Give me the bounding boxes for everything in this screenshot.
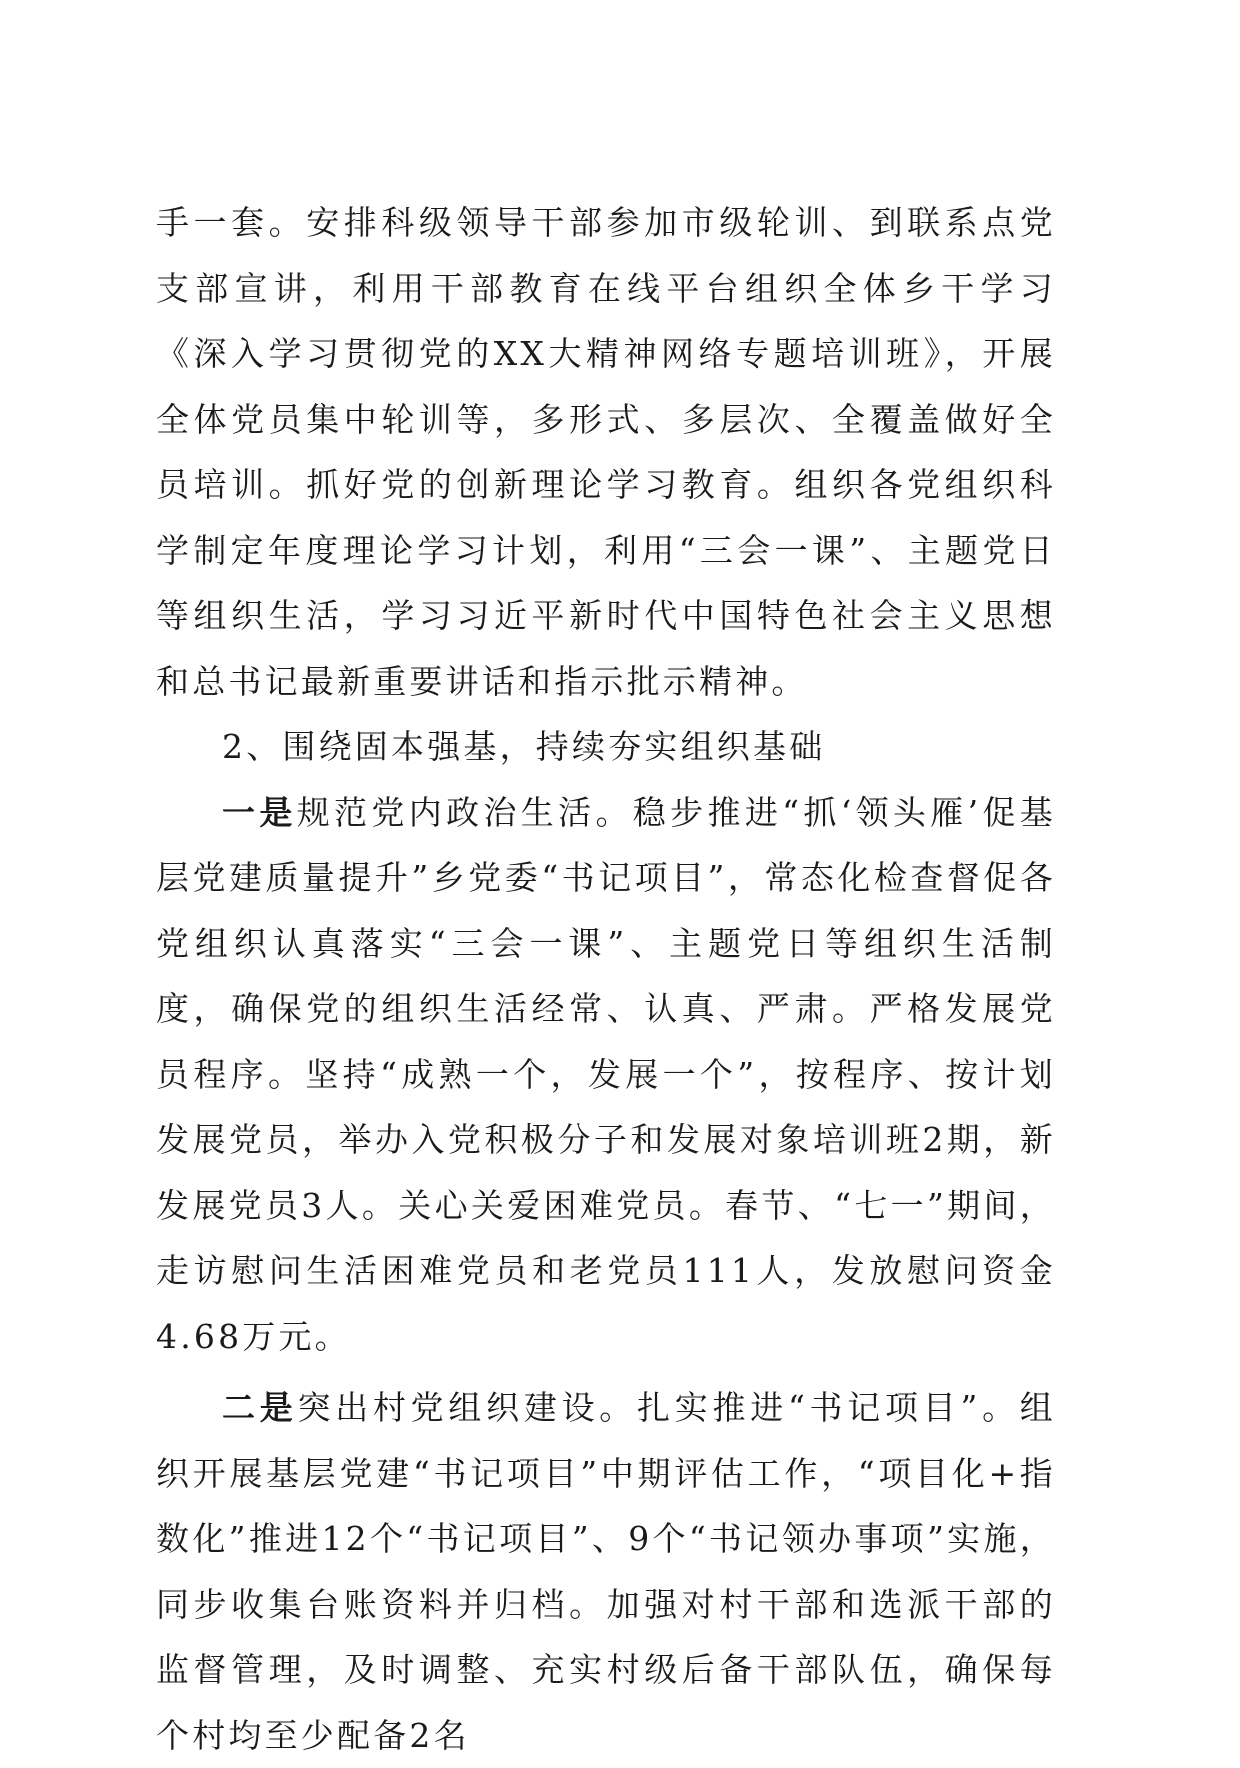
paragraph-text: 突出村党组织建设。扎实推进“书记项目”。组织开展基层党建“书记项目”中期评估工作，“项目化+指数化”推进12个“书记项目”、9个“书记领办事项”实施，同步收集台账资料并归档。加强对村干部和选派干部的监督管理，及时调整、充实村级后备干部队伍，确保每个村均至少配备2名 bbox=[156, 1388, 1056, 1755]
paragraph-lead-bold: 一是 bbox=[222, 792, 297, 832]
document-body bbox=[156, 190, 1056, 1768]
paragraph-training bbox=[156, 190, 1056, 714]
paragraph-village-org bbox=[156, 1375, 1056, 1768]
section-heading-2 bbox=[156, 714, 1056, 780]
section-heading-text: 2、围绕固本强基，持续夯实组织基础 bbox=[222, 727, 826, 766]
paragraph-text: 手一套。安排科级领导干部参加市级轮训、到联系点党支部宣讲，利用干部教育在线平台组织全体乡干学习《深入学习贯彻党的XX大精神网络专题培训班》，开展全体党员集中轮训等，多形式、多层次、全覆盖做好全员培训。抓好党的创新理论学习教育。组织各党组织科学制定年度理论学习计划，利用“三会一课”、主题党日等组织生活，学习习近平新时代中国特色社会主义思想和总书记最新重要讲话和指示批示精神。 bbox=[156, 203, 1056, 701]
paragraph-political-life bbox=[156, 780, 1056, 1370]
paragraph-text: 规范党内政治生活。稳步推进“抓‘领头雁’促基层党建质量提升”乡党委“书记项目”，常态化检查督促各党组织认真落实“三会一课”、主题党日等组织生活制度，确保党的组织生活经常、认真、严肃。严格发展党员程序。坚持“成熟一个，发展一个”，按程序、按计划发展党员，举办入党积极分子和发展对象培训班2期，新发展党员3人。关心关爱困难党员。春节、“七一”期间，走访慰问生活困难党员和老党员111人，发放慰问资金4.68万元。 bbox=[156, 792, 1056, 1356]
paragraph-lead-bold: 二是 bbox=[222, 1388, 298, 1427]
